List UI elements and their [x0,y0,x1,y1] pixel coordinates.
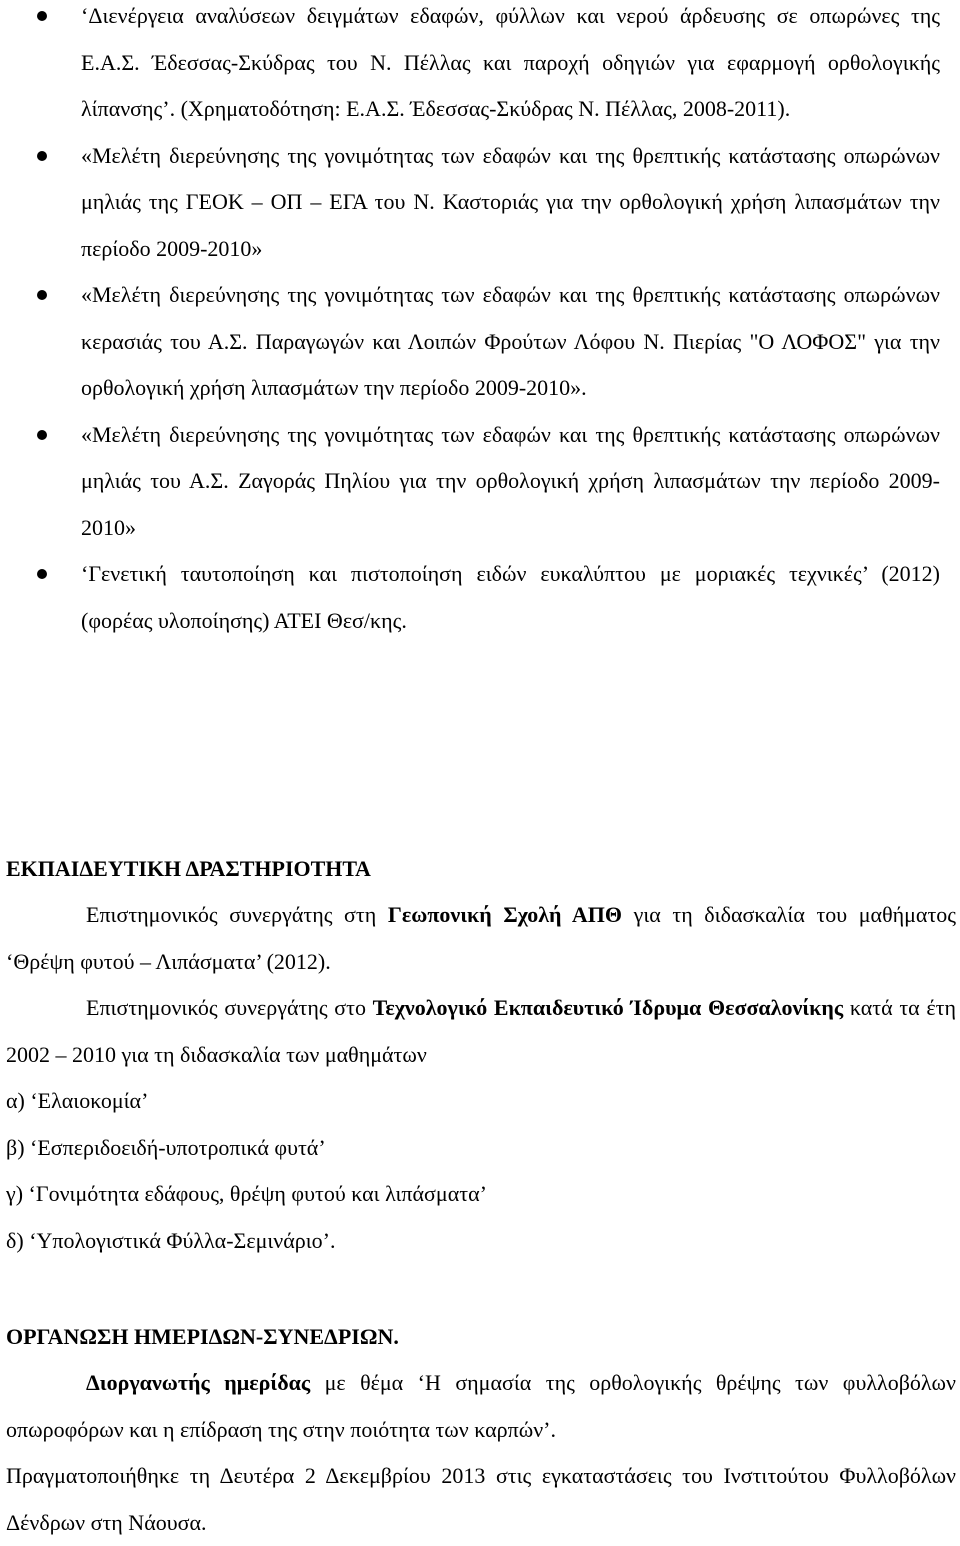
list-item-text: ‘Διενέργεια αναλύσεων δειγμάτων εδαφών, φύλλων και νερού άρδευσης σε οπωρώνες της Ε.Α.Σ. Έδεσσας-Σκύδρας του Ν. Πέλλας και παροχή οδηγιών για εφαρμογή ορθολογικής λίπανσης’. (Χρηματοδότηση: Ε.Α.Σ. Έδεσσας-Σκύδρας Ν. Πέλλας, 2008-2011). [81,3,940,121]
list-item [0,272,960,412]
faculty-name: Γεωπονική Σχολή ΑΠΘ [387,902,623,927]
list-item-text: «Μελέτη διερεύνησης της γονιμότητας των εδαφών και της θρεπτικής κατάστασης οπωρώνων κερασιάς του Α.Σ. Παραγωγών και Λοιπών Φρούτων Λόφου Ν. Πιερίας "Ο ΛΟΦΟΣ" για την ορθολογική χρήση λιπασμάτων την περίοδο 2009-2010». [81,282,940,400]
list-item [0,412,960,552]
list-item-text: «Μελέτη διερεύνησης της γονιμότητας των εδαφών και της θρεπτικής κατάστασης οπωρώνων μηλιάς της ΓΕΟΚ – ΟΠ – ΕΓΑ του Ν. Καστοριάς για την ορθολογική χρήση λιπασμάτων την περίοδο 2009-2010» [81,142,940,261]
bullet-icon [37,430,47,440]
events-paragraph-1: Διοργανωτής ημερίδας με θέμα ‘Η σημασία της ορθολογικής θρέψης των φυλλοβόλων οπωροφόρων και η επίδραση της στην ποιότητα των καρπών’. [6,1370,956,1442]
list-item-text: ‘Γενετική ταυτοποίηση και πιστοποίηση ειδών ευκαλύπτου με μοριακές τεχνικές’ (2012) (φορέας υλοποίησης) ΑΤΕΙ Θεσ/κης. [81,561,940,633]
list-item-text: «Μελέτη διερεύνησης της γονιμότητας των εδαφών και της θρεπτικής κατάστασης οπωρώνων μηλιάς του Α.Σ. Ζαγοράς Πηλίου για την ορθολογική χρήση λιπασμάτων την περίοδο 2009-2010» [81,421,940,540]
events-paragraph-2: Πραγματοποιήθηκε τη Δευτέρα 2 Δεκεμβρίου 2013 στις εγκαταστάσεις του Ινστιτούτου Φυλλοβόλων Δένδρων στη Νάουσα. [6,1463,956,1535]
teaching-heading: ΕΚΠΑΙΔΕΥΤΙΚΗ ΔΡΑΣΤΗΡΙΟΤΗΤΑ [6,856,371,881]
list-item [0,133,960,273]
course-item: β) ‘Εσπεριδοειδή-υποτροπικά φυτά’ [6,1134,326,1160]
institution-name: Τεχνολογικό Εκπαιδευτικό Ίδρυμα Θεσσαλονίκης [372,995,844,1020]
course-item: δ) ‘Υπολογιστικά Φύλλα-Σεμινάριο’. [6,1227,336,1253]
organizer-label: Διοργανωτής ημερίδας [86,1370,311,1395]
bullet-icon [37,290,47,300]
course-item: γ) ‘Γονιμότητα εδάφους, θρέψη φυτού και λιπάσματα’ [6,1181,487,1206]
teaching-paragraph-2: Επιστημονικός συνεργάτης στο Τεχνολογικό Εκπαιδευτικό Ίδρυμα Θεσσαλονίκης κατά τα έτη 2002 – 2010 για τη διδασκαλία των μαθημάτων [6,995,956,1067]
bullet-icon [37,569,47,579]
bullet-icon [37,151,47,161]
project-list [0,0,960,644]
teaching-section [0,846,960,1264]
list-item [0,551,960,644]
list-item [0,0,960,133]
events-heading: ΟΡΓΑΝΩΣΗ ΗΜΕΡΙΔΩΝ-ΣΥΝΕΔΡΙΩΝ. [6,1324,399,1349]
teaching-paragraph-1: Επιστημονικός συνεργάτης στη Γεωπονική Σχολή ΑΠΘ για τη διδασκαλία του μαθήματος ‘Θρέψη φυτού – Λιπάσματα’ (2012). [6,902,956,974]
events-section [0,1314,960,1546]
course-item: α) ‘Ελαιοκομία’ [6,1088,149,1113]
bullet-icon [37,11,47,21]
